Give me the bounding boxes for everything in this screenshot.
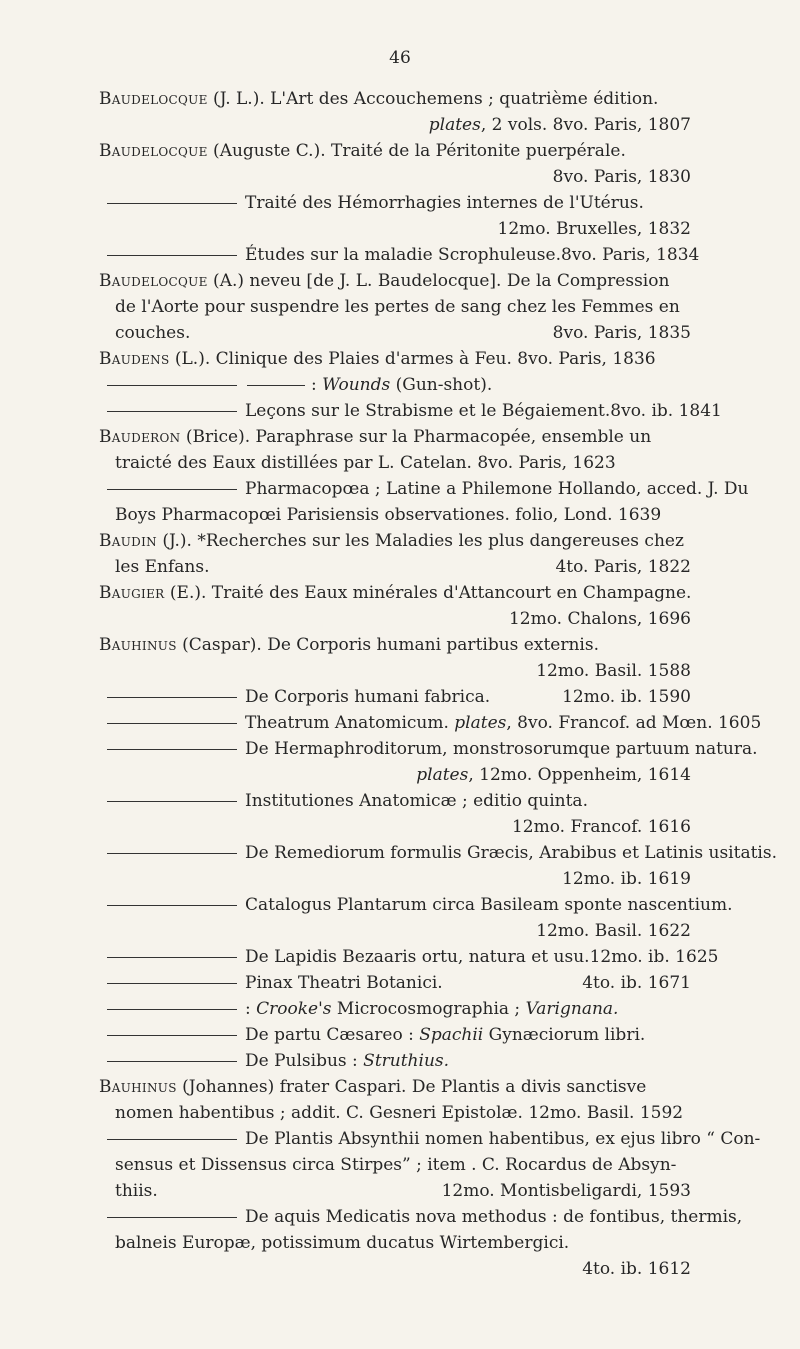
entry-line	[99, 424, 691, 450]
entry-imprint: 8vo. Paris, 1834	[561, 245, 700, 265]
ditto-rule	[107, 489, 237, 490]
page-number: 46	[389, 48, 411, 68]
entry-text: :	[311, 375, 323, 395]
entry-text: (J. L.). L'Art des Accouchemens ; quatrième édition.	[207, 89, 659, 109]
entry-imprint: 12mo. Basil. 1588	[536, 661, 691, 681]
ditto-rule	[107, 749, 237, 750]
entry-text-wrap	[245, 1048, 691, 1074]
entry-text	[245, 944, 590, 970]
entry-line	[99, 996, 691, 1022]
ditto-rule	[107, 385, 237, 386]
entry-text	[245, 840, 777, 866]
entry-line	[99, 840, 777, 866]
entry-continuation	[99, 918, 691, 944]
author-name: Baudens	[99, 349, 170, 369]
entry-line	[99, 1022, 691, 1048]
entry-text-wrap	[245, 1204, 742, 1230]
entry-continuation	[99, 554, 691, 580]
entry-text	[245, 1204, 742, 1230]
entry-text: de l'Aorte pour suspendre les pertes de sang chez les Femmes en	[115, 297, 680, 317]
entry-text: Struthius.	[363, 1051, 450, 1071]
entry-line	[99, 398, 722, 424]
entry-text-wrap	[245, 736, 758, 762]
author-name: Baudin	[99, 531, 157, 551]
entry-imprint: , 2 vols. 8vo. Paris, 1807	[480, 115, 691, 135]
entry-text	[245, 1022, 645, 1048]
entry-line	[99, 1204, 743, 1230]
entry-text: (A.) neveu [de J. L. Baudelocque]. De la Compression	[207, 271, 670, 291]
entry-line	[99, 970, 691, 996]
entry-continuation	[99, 294, 691, 320]
entry-line	[99, 788, 691, 814]
entry-text-wrap	[245, 1022, 691, 1048]
entry-text: De Hermaphroditorum, monstrosorumque partuum natura.	[245, 739, 758, 759]
entry-line	[99, 86, 691, 112]
entry-text	[245, 736, 758, 762]
entry-imprint: 12mo. Montisbeligardi, 1593	[441, 1181, 691, 1201]
entry-text: Gynæciorum libri.	[483, 1025, 646, 1045]
ditto-rule	[107, 957, 237, 958]
entry-line	[99, 372, 691, 398]
entry-line	[99, 190, 691, 216]
entry-continuation	[99, 1178, 691, 1204]
entry-continuation	[99, 320, 691, 346]
entry-continuation	[99, 216, 691, 242]
entry-continuation	[99, 1152, 691, 1178]
entry-text	[245, 892, 733, 918]
entry-imprint: 8vo. ib. 1841	[610, 401, 722, 421]
entry-continuation	[99, 1230, 691, 1256]
entry-text-wrap	[245, 242, 699, 268]
entry-continuation	[99, 762, 691, 788]
ditto-rule	[107, 1217, 237, 1218]
entry-line	[99, 580, 691, 606]
entry-text	[245, 1048, 449, 1074]
entry-continuation	[99, 164, 691, 190]
ditto-rule	[107, 697, 237, 698]
entry-line	[99, 346, 691, 372]
author-name: Bauhinus	[99, 635, 177, 655]
entry-text: Wounds	[322, 375, 391, 395]
entry-imprint: 12mo. Bruxelles, 1832	[497, 219, 691, 239]
entry-text-wrap	[245, 892, 733, 918]
entry-continuation	[99, 658, 691, 684]
entry-text: De Plantis Absynthii nomen habentibus, ex ejus libro “ Con-	[245, 1129, 761, 1149]
author-name: Bauhinus	[99, 1077, 177, 1097]
entry-text: (Brice). Paraphrase sur la Pharmacopée, ensemble un	[180, 427, 652, 447]
entry-text: les Enfans.	[115, 557, 210, 577]
entry-text: De partu Cæsareo :	[245, 1025, 420, 1045]
ditto-rule	[107, 1139, 237, 1140]
entry-text-wrap	[245, 788, 691, 814]
entry-text-wrap	[245, 970, 691, 996]
ditto-rule	[107, 1009, 237, 1010]
entry-line	[99, 528, 691, 554]
entry-line	[99, 268, 691, 294]
entry-continuation	[99, 502, 691, 528]
ditto-rule	[107, 723, 237, 724]
entry-text: (E.). Traité des Eaux minérales d'Attancourt en Champagne.	[164, 583, 692, 603]
entry-text: (Auguste C.). Traité de la Péritonite puerpérale.	[207, 141, 626, 161]
entry-text-wrap	[245, 190, 691, 216]
entry-text: (Gun-shot).	[390, 375, 493, 395]
entry-text-wrap	[245, 840, 777, 866]
entry-text: (J.). *Recherches sur les Maladies les plus dangereuses chez	[156, 531, 684, 551]
entry-text: Varignana.	[525, 999, 619, 1019]
entry-text: Theatrum Anatomicum.	[245, 713, 455, 733]
entry-imprint: plates	[428, 115, 481, 135]
entry-text: De Corporis humani fabrica.	[245, 687, 491, 707]
entry-line	[99, 632, 691, 658]
entry-line	[99, 476, 749, 502]
entry-text	[245, 242, 561, 268]
entry-text-wrap	[311, 372, 691, 398]
entry-text: balneis Europæ, potissimum ducatus Wirtembergici.	[115, 1233, 570, 1253]
entry-imprint: 12mo. ib. 1625	[589, 947, 719, 967]
entry-text: couches.	[115, 323, 191, 343]
author-name: Baudelocque	[99, 141, 208, 161]
entry-continuation	[99, 1100, 691, 1126]
entry-text: sensus et Dissensus circa Stirpes” ; item . C. Rocardus de Absyn-	[115, 1155, 677, 1175]
ditto-rule	[107, 983, 237, 984]
entry-line	[99, 1126, 761, 1152]
entry-text: Études sur la maladie Scrophuleuse.	[245, 245, 561, 265]
bibliography-entries	[99, 86, 777, 1282]
entry-continuation	[99, 606, 691, 632]
entry-continuation	[99, 112, 691, 138]
entry-continuation	[99, 866, 691, 892]
entry-line	[99, 684, 691, 710]
entry-text	[311, 372, 492, 398]
entry-imprint: 12mo. Basil. 1622	[536, 921, 691, 941]
ditto-rule	[107, 203, 237, 204]
entry-text	[245, 476, 749, 502]
entry-text: Traité des Hémorrhagies internes de l'Utérus.	[245, 193, 644, 213]
entry-imprint: 4to. ib. 1671	[582, 973, 691, 993]
entry-text: Microcosmographia ;	[331, 999, 526, 1019]
entry-text-wrap	[245, 476, 749, 502]
author-name: Bauderon	[99, 427, 181, 447]
entry-line	[99, 736, 758, 762]
entry-line	[99, 944, 719, 970]
entry-line	[99, 892, 733, 918]
entry-line	[99, 138, 691, 164]
entry-line	[99, 1074, 691, 1100]
entry-line	[99, 710, 762, 736]
entry-continuation	[99, 450, 691, 476]
entry-text-wrap	[245, 996, 691, 1022]
entry-text	[245, 684, 490, 710]
author-name: Baugier	[99, 583, 165, 603]
entry-continuation	[99, 1256, 691, 1282]
entry-imprint: , 12mo. Oppenheim, 1614	[468, 765, 691, 785]
entry-text: nomen habentibus ; addit. C. Gesneri Epistolæ. 12mo. Basil. 1592	[115, 1103, 684, 1123]
entry-text: Crooke's	[256, 999, 332, 1019]
entry-imprint: 12mo. ib. 1590	[562, 687, 691, 707]
entry-text-wrap	[245, 710, 761, 736]
entry-text	[245, 710, 761, 736]
entry-text-wrap	[245, 684, 691, 710]
entry-text: Spachii	[419, 1025, 484, 1045]
entry-line	[99, 242, 700, 268]
author-name: Baudelocque	[99, 89, 208, 109]
entry-text: De aquis Medicatis nova methodus : de fontibus, thermis,	[245, 1207, 743, 1227]
entry-text	[245, 788, 588, 814]
entry-text: :	[245, 999, 257, 1019]
entry-text: Catalogus Plantarum circa Basileam sponte nascentium.	[245, 895, 733, 915]
entry-text: Leçons sur le Strabisme et le Bégaiement.	[245, 401, 611, 421]
entry-text: thiis.	[115, 1181, 158, 1201]
entry-imprint: 4to. ib. 1612	[582, 1259, 691, 1279]
entry-text-wrap	[245, 944, 718, 970]
entry-text: , 8vo. Francof. ad Mœn. 1605	[506, 713, 762, 733]
entry-text: plates	[454, 713, 507, 733]
entry-text: De Pulsibus :	[245, 1051, 364, 1071]
ditto-rule	[107, 255, 237, 256]
entry-text: traicté des Eaux distillées par L. Catelan. 8vo. Paris, 1623	[115, 453, 616, 473]
ditto-rule	[107, 1061, 237, 1062]
entry-imprint: 4to. Paris, 1822	[555, 557, 691, 577]
entry-imprint: 12mo. Chalons, 1696	[508, 609, 691, 629]
entry-continuation	[99, 814, 691, 840]
entry-imprint: 12mo. Francof. 1616	[511, 817, 691, 837]
entry-text	[245, 190, 644, 216]
entry-text	[245, 996, 618, 1022]
ditto-rule	[107, 853, 237, 854]
ditto-rule	[107, 801, 237, 802]
entry-text	[245, 970, 443, 996]
ditto-rule	[247, 385, 305, 386]
entry-text	[245, 1126, 760, 1152]
ditto-rule	[107, 1035, 237, 1036]
ditto-rule	[107, 905, 237, 906]
ditto-rule	[107, 411, 237, 412]
entry-text: (L.). Clinique des Plaies d'armes à Feu. 8vo. Paris, 1836	[169, 349, 656, 369]
entry-imprint: 12mo. ib. 1619	[562, 869, 691, 889]
entry-text-wrap	[245, 398, 722, 424]
entry-text: De Remediorum formulis Græcis, Arabibus et Latinis usitatis.	[245, 843, 777, 863]
entry-text: (Johannes) frater Caspari. De Plantis a divis sanctisve	[176, 1077, 647, 1097]
entry-line	[99, 1048, 691, 1074]
entry-text: (Caspar). De Corporis humani partibus externis.	[176, 635, 599, 655]
entry-imprint: 8vo. Paris, 1830	[552, 167, 691, 187]
entry-text	[245, 398, 610, 424]
entry-imprint: 8vo. Paris, 1835	[552, 323, 691, 343]
entry-text: Institutiones Anatomicæ ; editio quinta.	[245, 791, 588, 811]
entry-text: Pinax Theatri Botanici.	[245, 973, 443, 993]
entry-text: Boys Pharmacopœi Parisiensis observationes. folio, Lond. 1639	[115, 505, 662, 525]
entry-text: De Lapidis Bezaaris ortu, natura et usu.	[245, 947, 590, 967]
entry-text-wrap	[245, 1126, 760, 1152]
entry-text: Pharmacopœa ; Latine a Philemone Hollando, acced. J. Du	[245, 479, 749, 499]
entry-imprint: plates	[416, 765, 469, 785]
author-name: Baudelocque	[99, 271, 208, 291]
